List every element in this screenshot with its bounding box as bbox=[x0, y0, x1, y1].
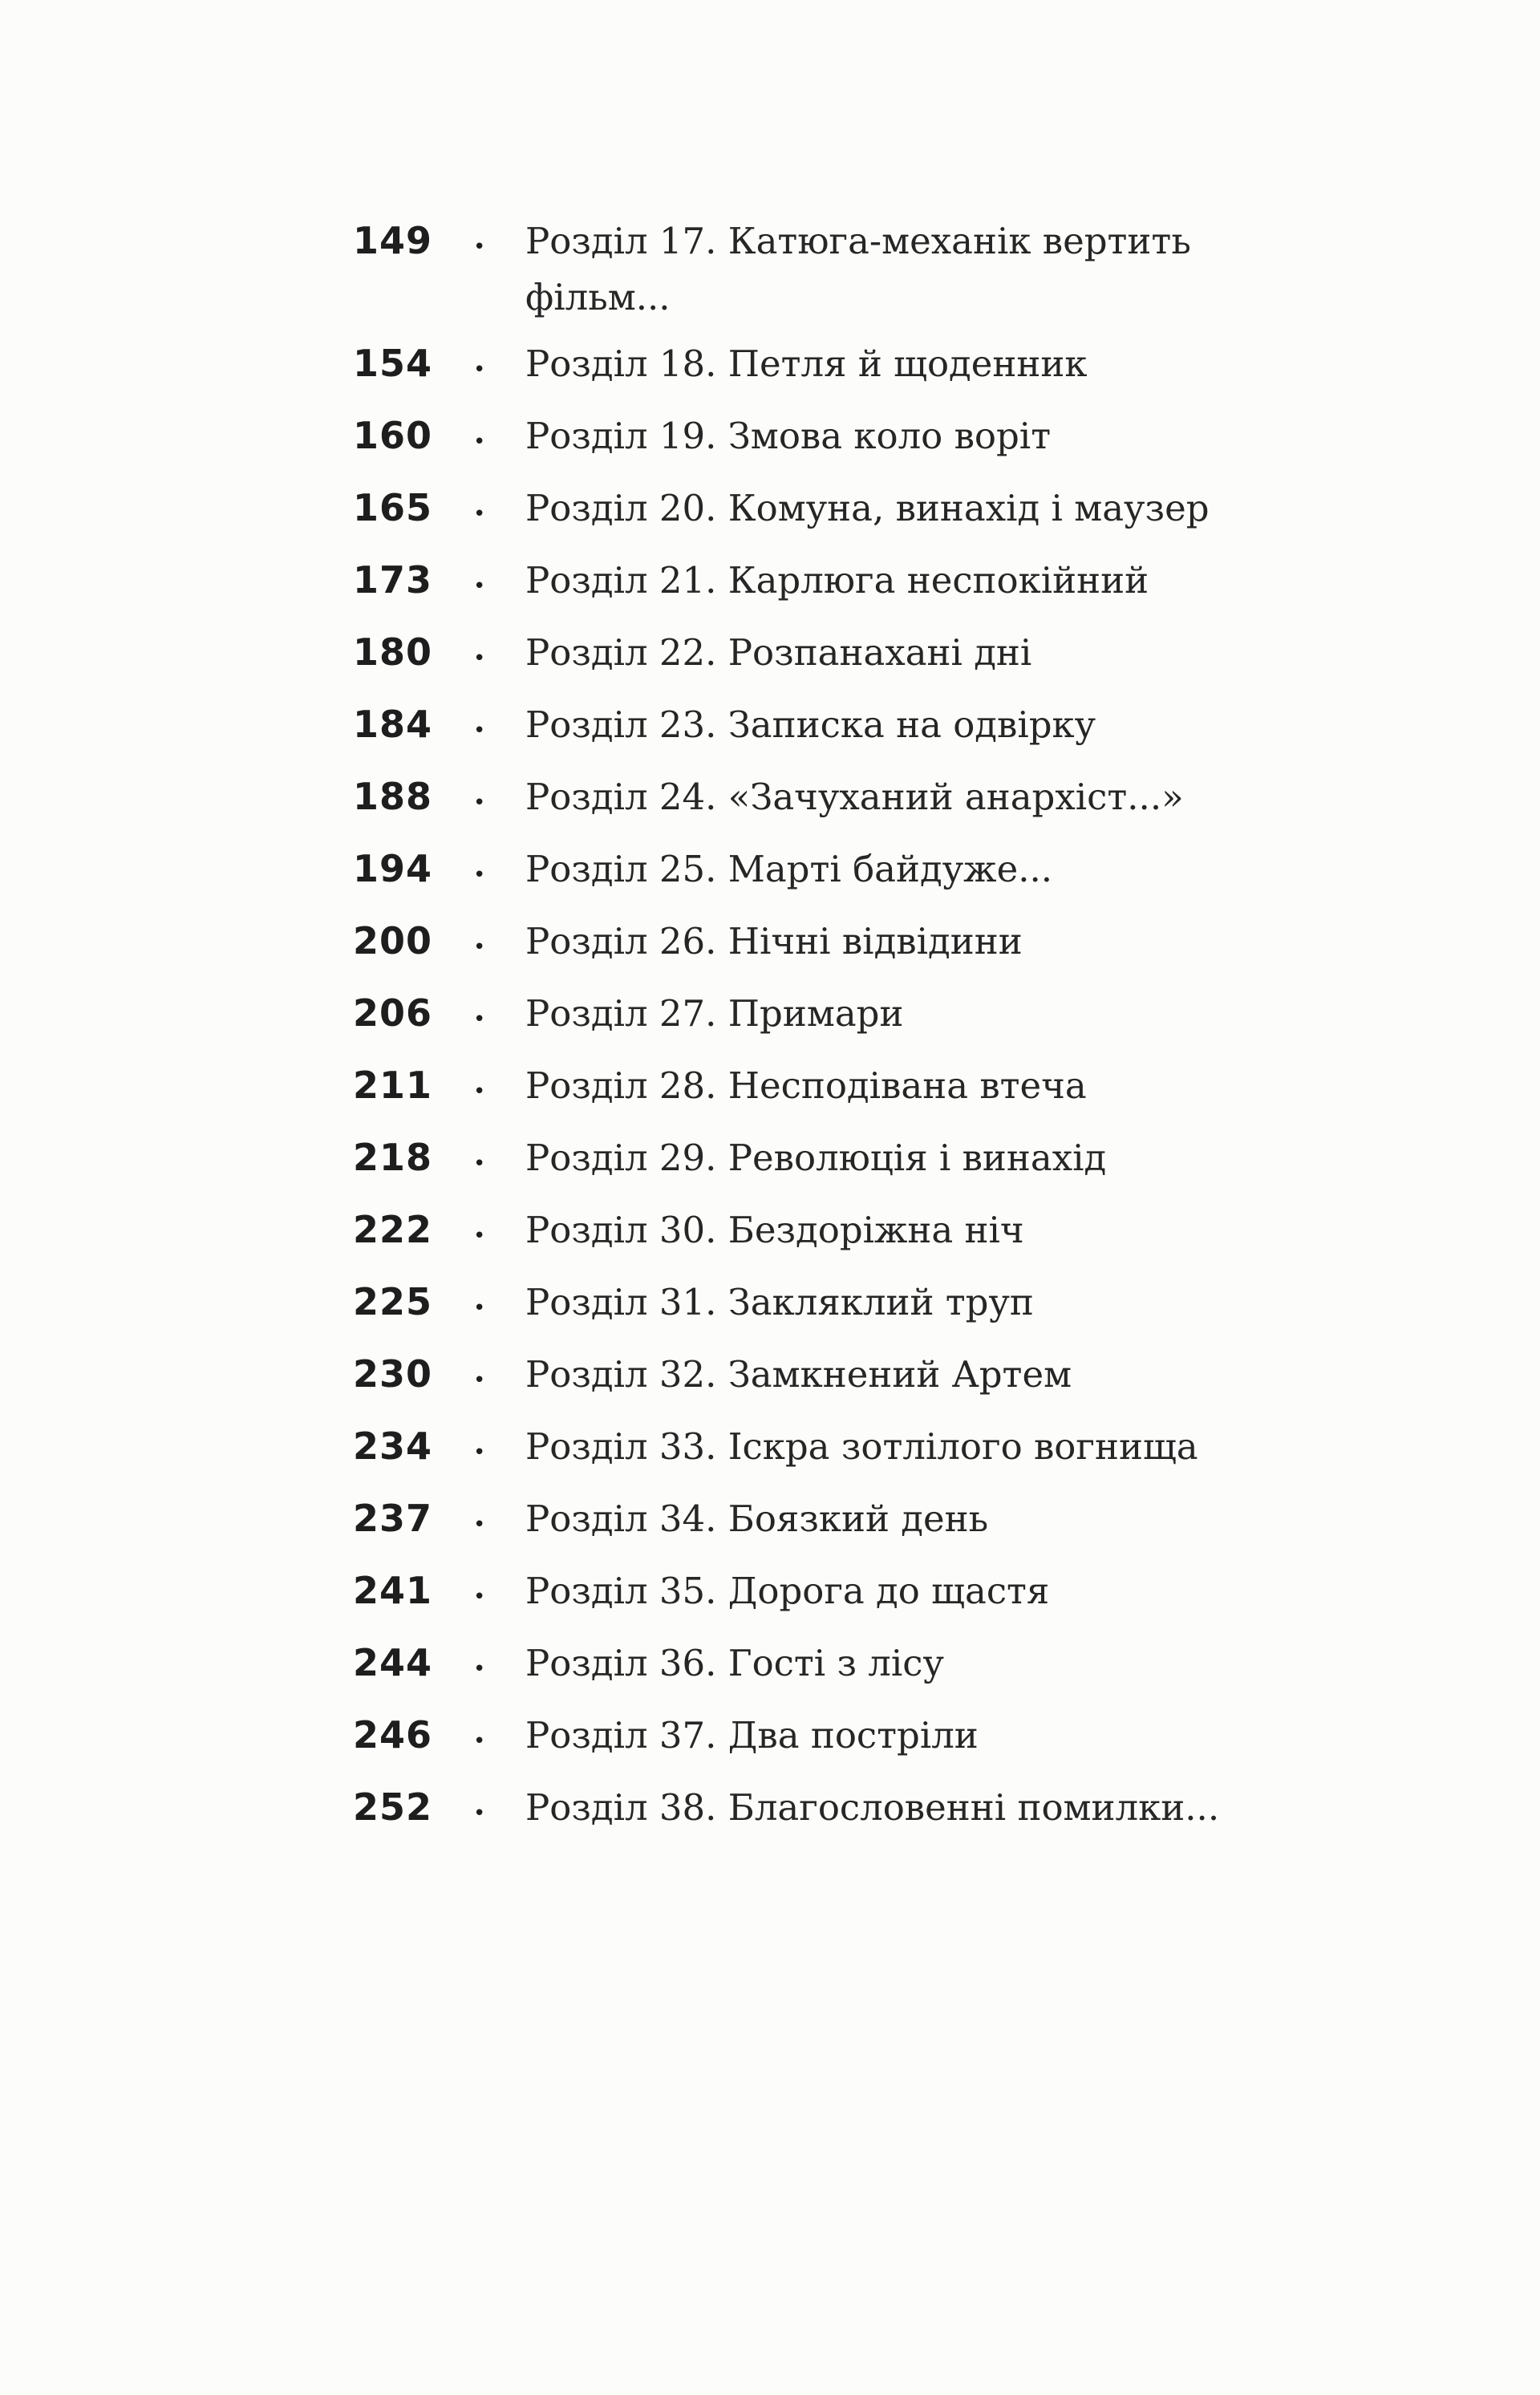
toc-page-number: 225 bbox=[353, 1280, 433, 1323]
toc-page-number: 200 bbox=[353, 919, 433, 962]
toc-page-number: 188 bbox=[353, 775, 433, 818]
toc-page-number: 165 bbox=[353, 486, 433, 529]
toc-chapter-title: Розділ 18. Петля й щоденник bbox=[525, 342, 1088, 385]
toc-entry bbox=[353, 407, 1540, 470]
toc-chapter-title: Розділ 34. Боязкий день bbox=[525, 1497, 989, 1540]
toc-entry bbox=[353, 1202, 1540, 1264]
toc-entry bbox=[353, 841, 1540, 903]
toc-chapter-title: Розділ 38. Благословенні помилки... bbox=[525, 1786, 1220, 1829]
toc-page-number: 160 bbox=[353, 414, 433, 457]
toc-chapter-title: Розділ 28. Несподівана втеча bbox=[525, 1064, 1087, 1107]
toc-chapter-title: Розділ 33. Іскра зотлілого вогнища bbox=[525, 1425, 1198, 1468]
toc-entry bbox=[353, 696, 1540, 759]
toc-entry bbox=[353, 335, 1540, 398]
toc-entry bbox=[353, 1346, 1540, 1408]
toc-chapter-title: Розділ 20. Комуна, винахід і маузер bbox=[525, 487, 1210, 529]
bullet-separator-icon: • bbox=[473, 1441, 486, 1465]
bullet-separator-icon: • bbox=[473, 1657, 486, 1681]
toc-page-number: 237 bbox=[353, 1497, 433, 1540]
toc-page-number: 252 bbox=[353, 1785, 433, 1829]
bullet-separator-icon: • bbox=[473, 1801, 486, 1826]
toc-list bbox=[353, 213, 1540, 1842]
toc-chapter-title: Розділ 36. Гості з лісу bbox=[525, 1642, 944, 1684]
toc-chapter-title: Розділ 27. Примари bbox=[525, 992, 904, 1035]
bullet-separator-icon: • bbox=[473, 791, 486, 815]
bullet-separator-icon: • bbox=[473, 863, 486, 887]
toc-chapter-title: Розділ 23. Записка на одвірку bbox=[525, 703, 1096, 746]
bullet-separator-icon: • bbox=[473, 235, 486, 259]
toc-page-number: 234 bbox=[353, 1424, 433, 1468]
toc-entry bbox=[353, 624, 1540, 687]
toc-entry bbox=[353, 1707, 1540, 1769]
toc-page-number: 244 bbox=[353, 1641, 433, 1684]
toc-entry bbox=[353, 985, 1540, 1048]
toc-entry bbox=[353, 768, 1540, 831]
toc-chapter-title: Розділ 24. «Зачуханий анархіст...» bbox=[525, 776, 1184, 818]
toc-chapter-title: Розділ 32. Замкнений Артем bbox=[525, 1353, 1072, 1396]
bullet-separator-icon: • bbox=[473, 1080, 486, 1104]
bullet-separator-icon: • bbox=[473, 1296, 486, 1320]
toc-page-number: 218 bbox=[353, 1136, 433, 1179]
toc-chapter-title: Розділ 30. Бездоріжна ніч bbox=[525, 1209, 1024, 1251]
toc-chapter-title: Розділ 37. Два постріли bbox=[525, 1714, 979, 1757]
toc-page-number: 154 bbox=[353, 342, 433, 385]
toc-chapter-title: Розділ 29. Революція і винахід bbox=[525, 1137, 1107, 1179]
bullet-separator-icon: • bbox=[473, 358, 486, 382]
toc-chapter-title: Розділ 17. Катюга-механік вертить фільм... bbox=[525, 220, 1191, 318]
bullet-separator-icon: • bbox=[473, 430, 486, 454]
bullet-separator-icon: • bbox=[473, 1224, 486, 1248]
toc-entry bbox=[353, 1490, 1540, 1553]
toc-entry bbox=[353, 913, 1540, 975]
bullet-separator-icon: • bbox=[473, 1152, 486, 1176]
toc-entry bbox=[353, 1129, 1540, 1192]
toc-chapter-title: Розділ 25. Марті байдуже... bbox=[525, 848, 1053, 890]
toc-chapter-title: Розділ 21. Карлюга неспокійний bbox=[525, 559, 1149, 602]
toc-entry bbox=[353, 1057, 1540, 1120]
bullet-separator-icon: • bbox=[473, 574, 486, 598]
toc-entry bbox=[353, 213, 1540, 326]
toc-page-number: 211 bbox=[353, 1064, 433, 1107]
toc-entry bbox=[353, 1418, 1540, 1481]
bullet-separator-icon: • bbox=[473, 1513, 486, 1537]
toc-page-number: 173 bbox=[353, 558, 433, 602]
toc-chapter-title: Розділ 19. Змова коло воріт bbox=[525, 415, 1052, 457]
toc-chapter-title: Розділ 35. Дорога до щастя bbox=[525, 1570, 1050, 1612]
toc-page-number: 194 bbox=[353, 847, 433, 890]
bullet-separator-icon: • bbox=[473, 1585, 486, 1609]
bullet-separator-icon: • bbox=[473, 1007, 486, 1031]
bullet-separator-icon: • bbox=[473, 1729, 486, 1753]
toc-entry bbox=[353, 480, 1540, 542]
toc-page-number: 184 bbox=[353, 703, 433, 746]
toc-page-number: 149 bbox=[353, 219, 433, 262]
bullet-separator-icon: • bbox=[473, 502, 486, 526]
toc-page-number: 206 bbox=[353, 991, 433, 1035]
bullet-separator-icon: • bbox=[473, 935, 486, 959]
bullet-separator-icon: • bbox=[473, 646, 486, 671]
bullet-separator-icon: • bbox=[473, 1368, 486, 1392]
bullet-separator-icon: • bbox=[473, 719, 486, 743]
toc-chapter-title: Розділ 31. Закляклий труп bbox=[525, 1281, 1034, 1323]
toc-entry bbox=[353, 1635, 1540, 1697]
toc-chapter-title: Розділ 26. Нічні відвідини bbox=[525, 920, 1023, 962]
toc-page-number: 230 bbox=[353, 1352, 433, 1396]
toc-page-number: 180 bbox=[353, 630, 433, 674]
toc-entry bbox=[353, 1779, 1540, 1842]
toc-entry bbox=[353, 1274, 1540, 1336]
toc-chapter-title: Розділ 22. Розпанахані дні bbox=[525, 631, 1032, 674]
toc-page-number: 246 bbox=[353, 1713, 433, 1757]
toc-page-number: 222 bbox=[353, 1208, 433, 1251]
toc-entry bbox=[353, 552, 1540, 614]
toc-entry bbox=[353, 1562, 1540, 1625]
toc-page-number: 241 bbox=[353, 1569, 433, 1612]
